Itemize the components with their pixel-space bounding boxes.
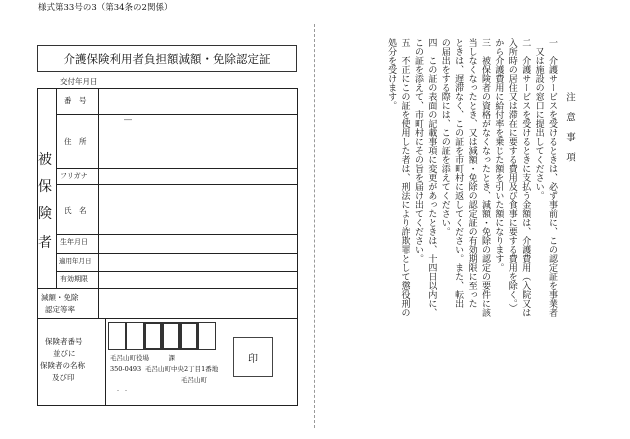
note-line: 一 介護サービスを受けるときは、必ず事前に、この認定証を事業者	[547, 38, 557, 317]
insurer-address: 毛呂山町中央2丁目1番地	[145, 365, 219, 373]
note-line: 当しなくなったとき、又は減額・免除の認定証の有効期限に至った	[466, 38, 477, 308]
expiry-label: 有効期限	[60, 275, 88, 283]
note-line: 二 介護サービスを受けるときに支払う金額は、介護費用（入院又は	[520, 38, 531, 317]
column-divider-outer	[56, 88, 57, 288]
insurer-label-line: 保険者の名称	[40, 361, 85, 370]
insurer-number-box	[180, 322, 198, 350]
notes-body	[342, 38, 558, 398]
page-fold-divider	[314, 24, 315, 428]
row-divider	[56, 234, 298, 235]
certificate-title: 介護保険利用者負担額減額・免除認定証	[37, 45, 297, 72]
insured-char: 被	[38, 152, 52, 168]
number-label: 番 号	[64, 96, 87, 105]
issue-date-label: 交付年月日	[60, 77, 98, 86]
official-seal-box	[233, 337, 273, 377]
furigana-label: フリガナ	[60, 172, 88, 180]
note-line: 入所時の居住又は滞在に要する費用及び食事に要する費用を除く。）	[506, 38, 517, 313]
row-divider	[56, 184, 298, 185]
insurer-label-line: 及び印	[52, 373, 75, 382]
note-line: 又は施設の窓口に提出してください。	[533, 38, 544, 200]
reduction-rate-label: 認定等率	[45, 305, 75, 314]
column-divider-reduction	[98, 288, 99, 318]
insurer-town: 毛呂山町	[181, 376, 207, 384]
insured-char: 険	[38, 206, 52, 222]
reduction-label: 減額・免除	[41, 293, 79, 302]
note-line: 処分を受けます。	[386, 38, 397, 110]
insured-char: 者	[38, 235, 52, 251]
bottom-dashes: - -	[117, 387, 128, 394]
insurer-office: 毛呂山町役場 課	[110, 354, 175, 362]
insurer-number-box	[108, 322, 126, 350]
column-divider-insurer	[105, 318, 106, 406]
column-divider-label	[98, 88, 99, 288]
note-line: この証を添えて、市町村にその旨を届け出てください。	[412, 38, 423, 263]
insurer-postal-code: 350-0493	[110, 365, 142, 373]
insurer-number-box	[162, 322, 180, 350]
insurer-number-box	[198, 322, 216, 350]
row-divider	[56, 271, 298, 272]
row-divider	[37, 288, 298, 289]
note-line: 五 不正にこの証を使用した者は、刑法により詐欺罪として懲役刑の	[399, 38, 410, 317]
address-value-dash: ―	[124, 115, 132, 124]
name-label: 氏 名	[64, 206, 87, 215]
insurer-label-line: 並びに	[53, 349, 76, 358]
note-line: の届出をする際には、この証を添えてください。	[439, 38, 450, 236]
row-divider	[56, 114, 298, 115]
note-line: 三 被保険者の資格がなくなったとき、減額・免除の認定の要件に該	[479, 38, 490, 317]
note-line: から介護費用に給付率を乗じた額を引いた額になります。	[493, 38, 504, 272]
birthdate-label: 生年月日	[60, 238, 88, 246]
insurer-number-box	[126, 322, 144, 350]
row-divider	[37, 318, 298, 319]
address-label: 住 所	[64, 137, 87, 146]
insured-char: 保	[38, 179, 52, 195]
form-number: 様式第33号の3（第34条の2関係）	[38, 3, 173, 13]
notes-heading: 注 意 事 項	[564, 92, 575, 162]
insurer-label-line: 保険者番号	[45, 337, 83, 346]
seal-label: 印	[248, 353, 258, 365]
applicable-date-label: 適用年月日	[59, 257, 92, 265]
note-line: 四 この証の表面の記載事項に変更があったときは、十四日以内に、	[426, 38, 437, 317]
row-divider	[56, 253, 298, 254]
insurer-number-box	[144, 322, 162, 350]
note-line: ときは、遅滞なく、この証を市町村に返してください。また、転出	[453, 38, 464, 308]
row-divider	[56, 168, 298, 169]
